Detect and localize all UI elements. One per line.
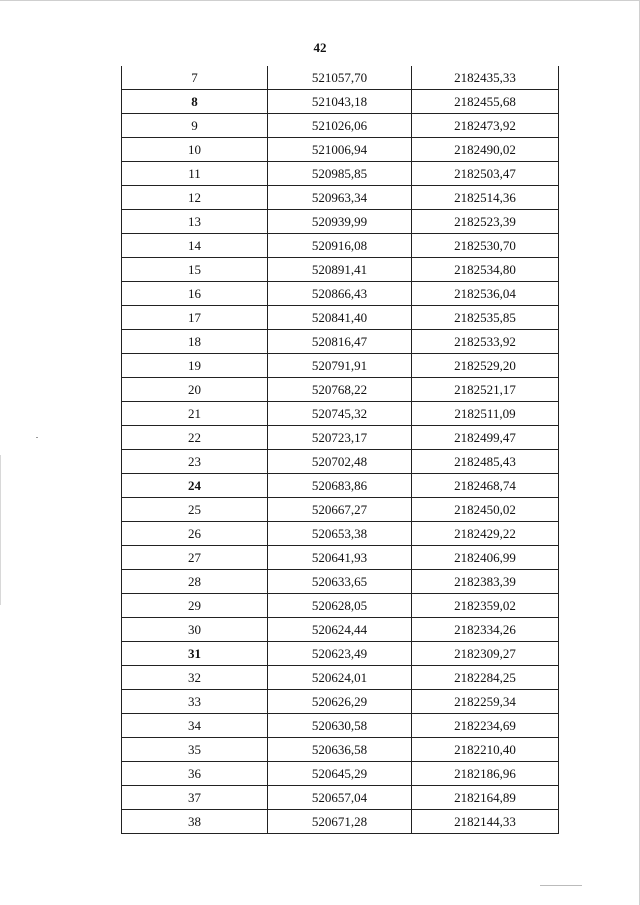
point-number-cell: 33 [122, 690, 268, 714]
y-coordinate-cell: 2182536,04 [412, 282, 559, 306]
y-coordinate-cell: 2182450,02 [412, 498, 559, 522]
page-number: 42 [313, 40, 327, 55]
y-coordinate-cell: 2182535,85 [412, 306, 559, 330]
x-coordinate-cell: 520723,17 [268, 426, 412, 450]
y-coordinate-cell: 2182429,22 [412, 522, 559, 546]
y-coordinate-cell: 2182144,33 [412, 810, 559, 834]
x-coordinate-cell: 520841,40 [268, 306, 412, 330]
y-coordinate-cell: 2182359,02 [412, 594, 559, 618]
coordinates-table-body [122, 66, 559, 834]
table-row [122, 522, 559, 546]
table-row [122, 810, 559, 834]
x-coordinate-cell: 520671,28 [268, 810, 412, 834]
point-number-cell: 29 [122, 594, 268, 618]
table-row [122, 546, 559, 570]
point-number-cell: 21 [122, 402, 268, 426]
footer-line [540, 885, 582, 886]
x-coordinate-cell: 521057,70 [268, 66, 412, 90]
y-coordinate-cell: 2182521,17 [412, 378, 559, 402]
point-number-cell: 35 [122, 738, 268, 762]
x-coordinate-cell: 520628,05 [268, 594, 412, 618]
point-number-cell: 37 [122, 786, 268, 810]
x-coordinate-cell: 520683,86 [268, 474, 412, 498]
table-row [122, 378, 559, 402]
x-coordinate-cell: 520633,65 [268, 570, 412, 594]
coordinates-table [121, 66, 559, 834]
point-number-cell: 18 [122, 330, 268, 354]
y-coordinate-cell: 2182210,40 [412, 738, 559, 762]
point-number-cell: 25 [122, 498, 268, 522]
y-coordinate-cell: 2182533,92 [412, 330, 559, 354]
point-number-cell: 15 [122, 258, 268, 282]
table-row [122, 282, 559, 306]
y-coordinate-cell: 2182164,89 [412, 786, 559, 810]
table-row [122, 66, 559, 90]
point-number-cell: 26 [122, 522, 268, 546]
point-number-cell: 36 [122, 762, 268, 786]
table-row [122, 186, 559, 210]
x-coordinate-cell: 520667,27 [268, 498, 412, 522]
y-coordinate-cell: 2182499,47 [412, 426, 559, 450]
table-row [122, 786, 559, 810]
y-coordinate-cell: 2182511,09 [412, 402, 559, 426]
y-coordinate-cell: 2182503,47 [412, 162, 559, 186]
x-coordinate-cell: 520653,38 [268, 522, 412, 546]
point-number-cell: 10 [122, 138, 268, 162]
point-number-cell: 17 [122, 306, 268, 330]
table-row [122, 594, 559, 618]
table-row [122, 330, 559, 354]
table-row [122, 162, 559, 186]
x-coordinate-cell: 520768,22 [268, 378, 412, 402]
table-row [122, 138, 559, 162]
x-coordinate-cell: 521006,94 [268, 138, 412, 162]
point-number-cell: 31 [122, 642, 268, 666]
table-row [122, 426, 559, 450]
y-coordinate-cell: 2182534,80 [412, 258, 559, 282]
point-number-cell: 38 [122, 810, 268, 834]
y-coordinate-cell: 2182455,68 [412, 90, 559, 114]
y-coordinate-cell: 2182435,33 [412, 66, 559, 90]
x-coordinate-cell: 520630,58 [268, 714, 412, 738]
point-number-cell: 22 [122, 426, 268, 450]
y-coordinate-cell: 2182468,74 [412, 474, 559, 498]
table-row [122, 642, 559, 666]
point-number-cell: 14 [122, 234, 268, 258]
table-row [122, 90, 559, 114]
y-coordinate-cell: 2182186,96 [412, 762, 559, 786]
point-number-cell: 28 [122, 570, 268, 594]
x-coordinate-cell: 520645,29 [268, 762, 412, 786]
table-row [122, 690, 559, 714]
y-coordinate-cell: 2182473,92 [412, 114, 559, 138]
y-coordinate-cell: 2182523,39 [412, 210, 559, 234]
x-coordinate-cell: 520641,93 [268, 546, 412, 570]
table-row [122, 570, 559, 594]
x-coordinate-cell: 520623,49 [268, 642, 412, 666]
x-coordinate-cell: 520816,47 [268, 330, 412, 354]
y-coordinate-cell: 2182259,34 [412, 690, 559, 714]
table-row [122, 474, 559, 498]
table-row [122, 402, 559, 426]
x-coordinate-cell: 520791,91 [268, 354, 412, 378]
table-row [122, 114, 559, 138]
point-number-cell: 19 [122, 354, 268, 378]
table-row [122, 738, 559, 762]
table-row [122, 354, 559, 378]
y-coordinate-cell: 2182514,36 [412, 186, 559, 210]
x-coordinate-cell: 520939,99 [268, 210, 412, 234]
x-coordinate-cell: 521043,18 [268, 90, 412, 114]
y-coordinate-cell: 2182309,27 [412, 642, 559, 666]
point-number-cell: 32 [122, 666, 268, 690]
table-row [122, 234, 559, 258]
y-coordinate-cell: 2182406,99 [412, 546, 559, 570]
point-number-cell: 8 [122, 90, 268, 114]
table-row [122, 210, 559, 234]
table-row [122, 762, 559, 786]
y-coordinate-cell: 2182234,69 [412, 714, 559, 738]
table-row [122, 450, 559, 474]
point-number-cell: 23 [122, 450, 268, 474]
x-coordinate-cell: 521026,06 [268, 114, 412, 138]
x-coordinate-cell: 520985,85 [268, 162, 412, 186]
y-coordinate-cell: 2182485,43 [412, 450, 559, 474]
point-number-cell: 13 [122, 210, 268, 234]
x-coordinate-cell: 520657,04 [268, 786, 412, 810]
scan-mark [36, 437, 38, 438]
y-coordinate-cell: 2182530,70 [412, 234, 559, 258]
x-coordinate-cell: 520624,01 [268, 666, 412, 690]
point-number-cell: 7 [122, 66, 268, 90]
point-number-cell: 20 [122, 378, 268, 402]
x-coordinate-cell: 520702,48 [268, 450, 412, 474]
table-row [122, 258, 559, 282]
table-row [122, 498, 559, 522]
point-number-cell: 27 [122, 546, 268, 570]
y-coordinate-cell: 2182529,20 [412, 354, 559, 378]
x-coordinate-cell: 520891,41 [268, 258, 412, 282]
table-row [122, 666, 559, 690]
table-row [122, 714, 559, 738]
point-number-cell: 24 [122, 474, 268, 498]
point-number-cell: 9 [122, 114, 268, 138]
point-number-cell: 12 [122, 186, 268, 210]
point-number-cell: 30 [122, 618, 268, 642]
x-coordinate-cell: 520745,32 [268, 402, 412, 426]
y-coordinate-cell: 2182284,25 [412, 666, 559, 690]
x-coordinate-cell: 520963,34 [268, 186, 412, 210]
point-number-cell: 16 [122, 282, 268, 306]
scan-edge-top [0, 0, 640, 1]
x-coordinate-cell: 520916,08 [268, 234, 412, 258]
table-row [122, 618, 559, 642]
x-coordinate-cell: 520866,43 [268, 282, 412, 306]
x-coordinate-cell: 520636,58 [268, 738, 412, 762]
scan-edge-left [0, 455, 1, 605]
y-coordinate-cell: 2182383,39 [412, 570, 559, 594]
point-number-cell: 11 [122, 162, 268, 186]
x-coordinate-cell: 520624,44 [268, 618, 412, 642]
table-row [122, 306, 559, 330]
y-coordinate-cell: 2182490,02 [412, 138, 559, 162]
x-coordinate-cell: 520626,29 [268, 690, 412, 714]
point-number-cell: 34 [122, 714, 268, 738]
y-coordinate-cell: 2182334,26 [412, 618, 559, 642]
